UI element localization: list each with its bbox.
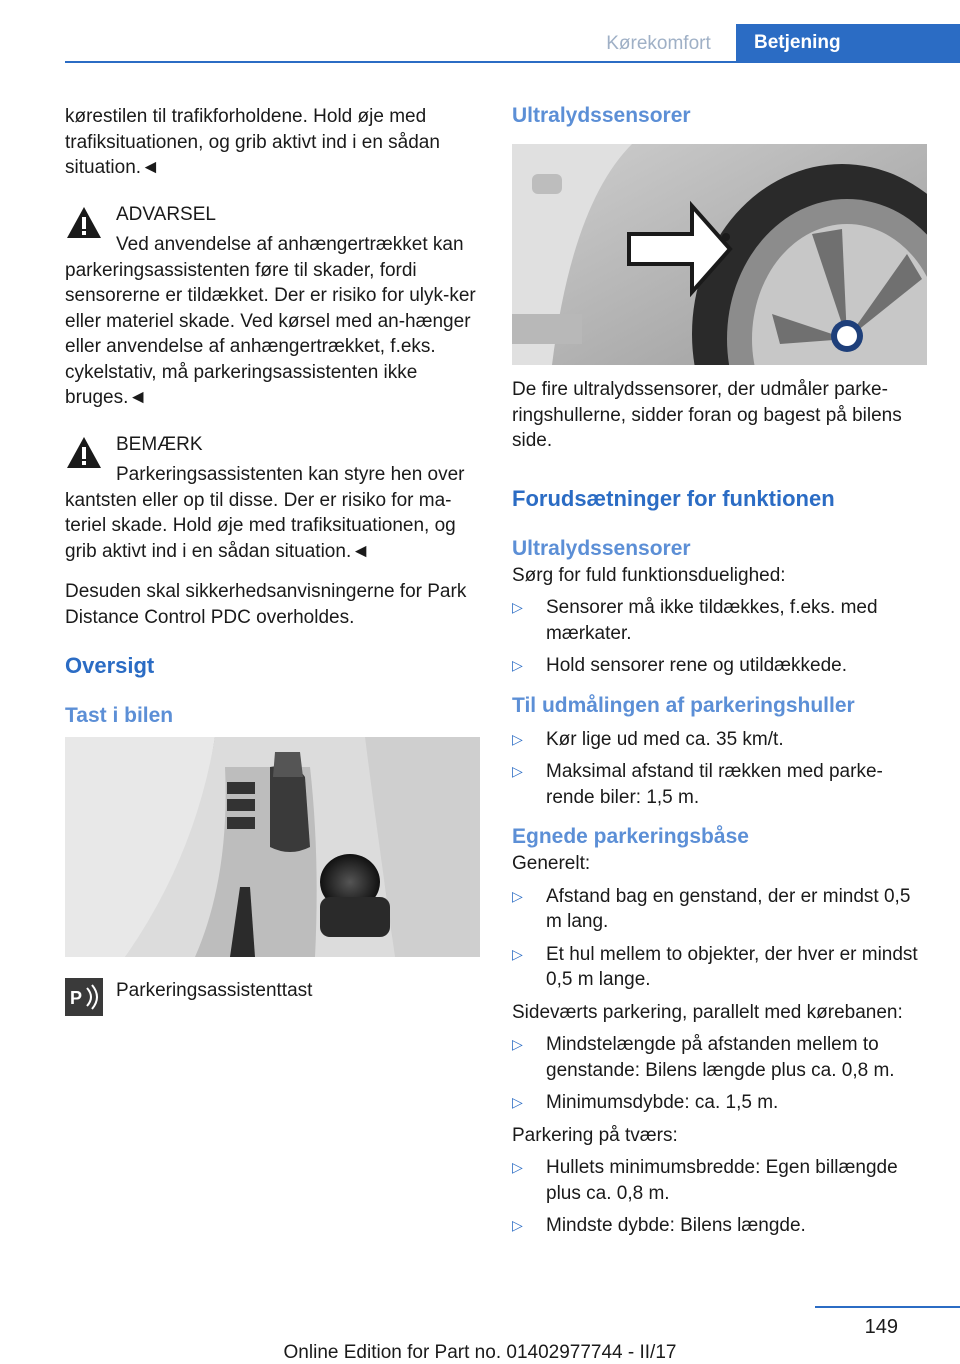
cross-label: Parkering på tværs:: [512, 1124, 678, 1146]
footer-rule: [815, 1306, 960, 1308]
heading-ultralydssensorer-req: Ultralydssensorer: [512, 536, 691, 560]
header-tab-betjening: Betjening: [736, 24, 960, 61]
list-item: ▷ Mindstelængde på afstanden mellem to genstande: Bilens længde plus ca. 0,8 m.: [512, 1034, 895, 1081]
general-list: [512, 884, 927, 993]
parallel-label: Sideværts parkering, parallelt med kørebanen:: [512, 1001, 903, 1023]
warning-body: parkeringsassistenten føre til skader, fordi sensorerne er tildækket. Der er risiko for ulyk-ker eller materiel skade. Ved kørsel med an-hænger eller anvendelse af anhængertrækket, f.eks. cykelstativ, må parkeringsassistenten ikke bruges.◄: [65, 259, 476, 408]
parking-assistant-icon: [65, 978, 103, 1016]
right-column-body: [512, 377, 927, 1239]
console-illustration: [65, 737, 480, 957]
sensor-req-intro: Sørg for fuld funktionsduelighed:: [512, 564, 786, 586]
heading-egnede-parkeringsbaase: Egnede parkeringsbåse: [512, 825, 749, 848]
triangle-bullet-icon: ▷: [512, 599, 523, 615]
list-item: ▷ Hullets minimumsbredde: Egen billængde plus ca. 0,8 m.: [512, 1157, 898, 1204]
triangle-bullet-icon: ▷: [512, 1036, 523, 1052]
heading-udmaaling: Til udmålingen af parkeringshuller: [512, 693, 855, 717]
list-item: ▷ Maksimal afstand til rækken med parke-rende biler: 1,5 m.: [512, 761, 883, 808]
parking-assistant-label: Parkeringsassistenttast: [116, 980, 313, 1001]
sensor-req-list: [512, 595, 927, 679]
heading-ultralydssensorer: Ultralydssensorer: [512, 104, 691, 127]
triangle-bullet-icon: ▷: [512, 657, 523, 673]
triangle-bullet-icon: ▷: [512, 1094, 523, 1110]
general-label: Generelt:: [512, 853, 591, 874]
console-photo: [65, 737, 480, 957]
parking-assistant-key-row: [65, 978, 480, 1008]
warning-title: BEMÆRK: [116, 433, 203, 455]
warning-body: kantsten eller op til disse. Der er risiko for ma-teriel skade. Hold øje med trafiksituationen, og grib aktivt ind i en sådan situation.◄: [65, 489, 456, 562]
header-tab-koerekomfort: Kørekomfort: [606, 33, 711, 54]
warning-title: ADVARSEL: [116, 203, 216, 225]
warning-bemaerk: [65, 432, 480, 565]
triangle-bullet-icon: ▷: [512, 945, 523, 962]
list-item: ▷ Minimumsdybde: ca. 1,5 m.: [512, 1090, 927, 1116]
warning-first-line: Parkeringsassistenten kan styre hen over: [116, 464, 465, 485]
triangle-bullet-icon: ▷: [512, 1217, 523, 1233]
list-item: ▷ Sensorer må ikke tildækkes, f.eks. med mærkater.: [512, 597, 878, 644]
page-number: 149: [864, 1316, 898, 1338]
list-item: ▷ Kør lige ud med ca. 35 km/t.: [512, 727, 927, 753]
svg-text:P: P: [70, 988, 83, 1008]
right-column: [512, 102, 927, 130]
heading-oversigt: Oversigt: [65, 653, 155, 678]
cross-list: [512, 1155, 927, 1239]
list-item: ▷ Mindste dybde: Bilens længde.: [512, 1213, 927, 1239]
intro-paragraph: kørestilen til trafikforholdene. Hold øje med trafiksituationen, og grib aktivt ind i en sådan situation.◄: [65, 106, 440, 178]
triangle-bullet-icon: ▷: [512, 763, 523, 779]
header-rule: [65, 61, 960, 63]
warning-triangle-icon: [65, 204, 103, 242]
triangle-bullet-icon: ▷: [512, 730, 523, 747]
warning-advarsel: [65, 202, 480, 411]
heading-forudsaetninger: Forudsætninger for funktionen: [512, 485, 835, 511]
warning-triangle-icon: [65, 434, 103, 472]
measure-list: [512, 727, 927, 811]
list-item: ▷ Hold sensorer rene og utildækkede.: [512, 653, 927, 679]
list-item: ▷ Afstand bag en genstand, der er mindst 0,5 m lang.: [512, 885, 911, 932]
triangle-bullet-icon: ▷: [512, 887, 523, 904]
heading-tast-i-bilen: Tast i bilen: [65, 704, 174, 727]
safety-paragraph: Desuden skal sikkerhedsanvisningerne for Park Distance Control PDC overholdes.: [65, 581, 467, 628]
edition-note: Online Edition for Part no. 01402977744 - II/17: [283, 1342, 677, 1363]
parallel-list: [512, 1032, 927, 1116]
warning-first-line: Ved anvendelse af anhængertrækket kan: [116, 234, 464, 255]
wheel-sensor-illustration: [512, 144, 927, 365]
sensor-photo: [512, 144, 927, 365]
triangle-bullet-icon: ▷: [512, 1159, 523, 1175]
left-column: [65, 100, 480, 730]
list-item: ▷ Et hul mellem to objekter, der hver er mindst 0,5 m lange.: [512, 943, 918, 990]
sensor-description: De fire ultralydssensorer, der udmåler parke-ringshullerne, sidder foran og bagest på bilens side.: [512, 379, 902, 451]
